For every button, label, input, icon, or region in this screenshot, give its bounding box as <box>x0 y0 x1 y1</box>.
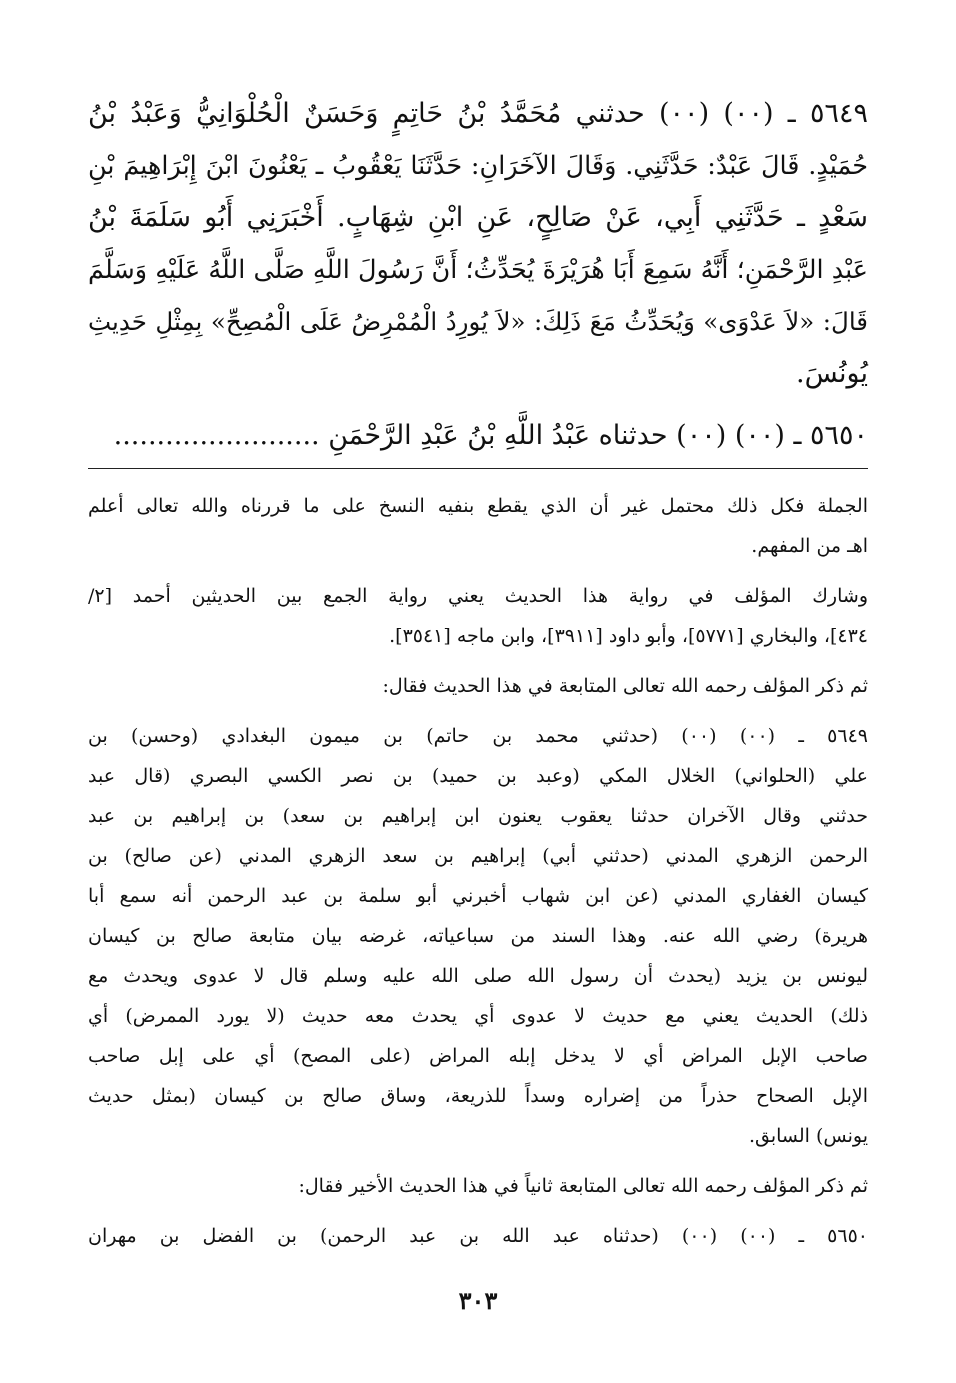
spacer <box>88 566 868 576</box>
commentary-line: اهـ من المفهم. <box>751 535 868 557</box>
commentary-line: ٥٦٤٩ ـ (٠٠) (٠٠) (حدثني محمد بن حاتم) بن ميمون البغدادي (وحسن) بن <box>88 725 868 747</box>
commentary-line: وشارك المؤلف في رواية هذا الحديث يعني رواية الجمع بين الحديثين أحمد [٢/ <box>88 585 868 607</box>
hadith-line: حُمَيْدٍ. قَالَ عَبْدٌ: حَدَّثَنِي. وَقَالَ الآخَرَانِ: حَدَّثَنَا يَعْقُوبُ ـ يَعْنُونَ ابْنَ إِبْرَاهِيمَ بْنِ <box>88 151 868 181</box>
spacer <box>88 400 868 410</box>
commentary-line: الجملة فكل ذلك محتمل غير أن الذي يقطع بنفيه النسخ على ما قررناه والله تعالى أعلم <box>88 495 868 517</box>
commentary-block <box>88 486 868 1256</box>
spacer <box>88 706 868 716</box>
commentary-line: يونس) السابق. <box>748 1125 868 1147</box>
hadith-line: ٥٦٤٩ ـ (٠٠) (٠٠) حدثني مُحَمَّدُ بْنُ حَاتِمٍ وَحَسَنٌ الْحُلْوَانِيُّ وَعَبْدُ بْنُ <box>88 98 869 129</box>
commentary-line: الرحمن الزهري المدني (حدثني أبي) إبراهيم بن سعد الزهري المدني (عن صالح) بن <box>88 845 868 867</box>
commentary-line: ٥٦٥٠ ـ (٠٠) (٠٠) (حدثناه عبد الله بن عبد الرحمن) بن الفضل بن مهران <box>88 1225 868 1247</box>
commentary-line: ذلك) الحديث يعني مع حديث لا عدوى أي يحدث معه حديث (لا يورد الممرض) أي <box>88 1005 868 1027</box>
hadith-line: يُونُسَ. <box>796 358 868 389</box>
spacer <box>88 1156 868 1166</box>
hadith-line: قَالَ: «لاَ عَدْوَى» وَيُحَدِّثُ مَعَ ذَلِكَ: «لاَ يُورِدُ الْمُمْرِضُ عَلَى الْمُصِحِّ» بِمِثْلِ حَدِيثِ <box>88 307 868 336</box>
commentary-line: ثم ذكر المؤلف رحمه الله تعالى المتابعة ثانياً في هذا الحديث الأخير فقال: <box>298 1175 868 1197</box>
commentary-line: علي (الحلواني) الخلال المكي (وعبد بن حميد) بن نصر الكسي البصري (قال عبد <box>88 765 868 787</box>
spacer <box>88 656 868 666</box>
commentary-line: ٤٣٤]، والبخاري [٥٧٧١]، وأبو داود [٣٩١١]، وابن ماجه [٣٥٤١]. <box>389 625 868 647</box>
commentary-line: ليونس بن يزيد (يحدث أن رسول الله صلى الله عليه وسلم قال لا عدوى ويحدث مع <box>88 965 868 987</box>
hadith-line: ٥٦٥٠ ـ (٠٠) (٠٠) حدثناه عَبْدُ اللَّهِ بْنُ عَبْدِ الرَّحْمَنِ ........................ <box>113 420 868 451</box>
commentary-line: صاحب الإبل المراض أي لا يدخل إبله المراض (على المصح) أي على إبل صاحب <box>88 1045 868 1067</box>
hadith-text-block <box>88 88 868 462</box>
commentary-line: هريرة) رضي الله عنه. وهذا السند من سباعياته، غرضه بيان متابعة صالح بن كيسان <box>88 925 868 947</box>
hadith-line: عَبْدِ الرَّحْمَنِ؛ أَنَّهُ سَمِعَ أَبَا هُرَيْرَةَ يُحَدِّثُ؛ أَنَّ رَسُولَ اللَّهِ صَلَّى اللَّهُ عَلَيْهِ وَسَلَّمَ <box>88 255 868 285</box>
separator-rule <box>88 468 868 469</box>
commentary-line: الإبل الصحاح حذراً من إضراره وسداً للذريعة، وساق صالح بن كيسان (بمثل حديث <box>88 1085 868 1107</box>
hadith-line: سَعْدٍ ـ حَدَّثَنِي أَبِي، عَنْ صَالِحٍ، عَنِ ابْنِ شِهَابٍ. أَخْبَرَنِي أَبُو سَلَمَةَ بْنُ <box>88 202 868 233</box>
spacer <box>88 1206 868 1216</box>
page-number: ٣٠٣ <box>458 1286 498 1315</box>
commentary-line: ثم ذكر المؤلف رحمه الله تعالى المتابعة في هذا الحديث فقال: <box>382 675 868 697</box>
commentary-line: حدثني وقال الآخران حدثنا يعقوب يعنون ابن إبراهيم بن سعد) بن إبراهيم بن عبد <box>88 805 868 827</box>
commentary-line: كيسان الغفاري المدني (عن ابن شهاب أخبرني أبو سلمة بن عبد الرحمن أنه سمع أبا <box>88 885 868 907</box>
